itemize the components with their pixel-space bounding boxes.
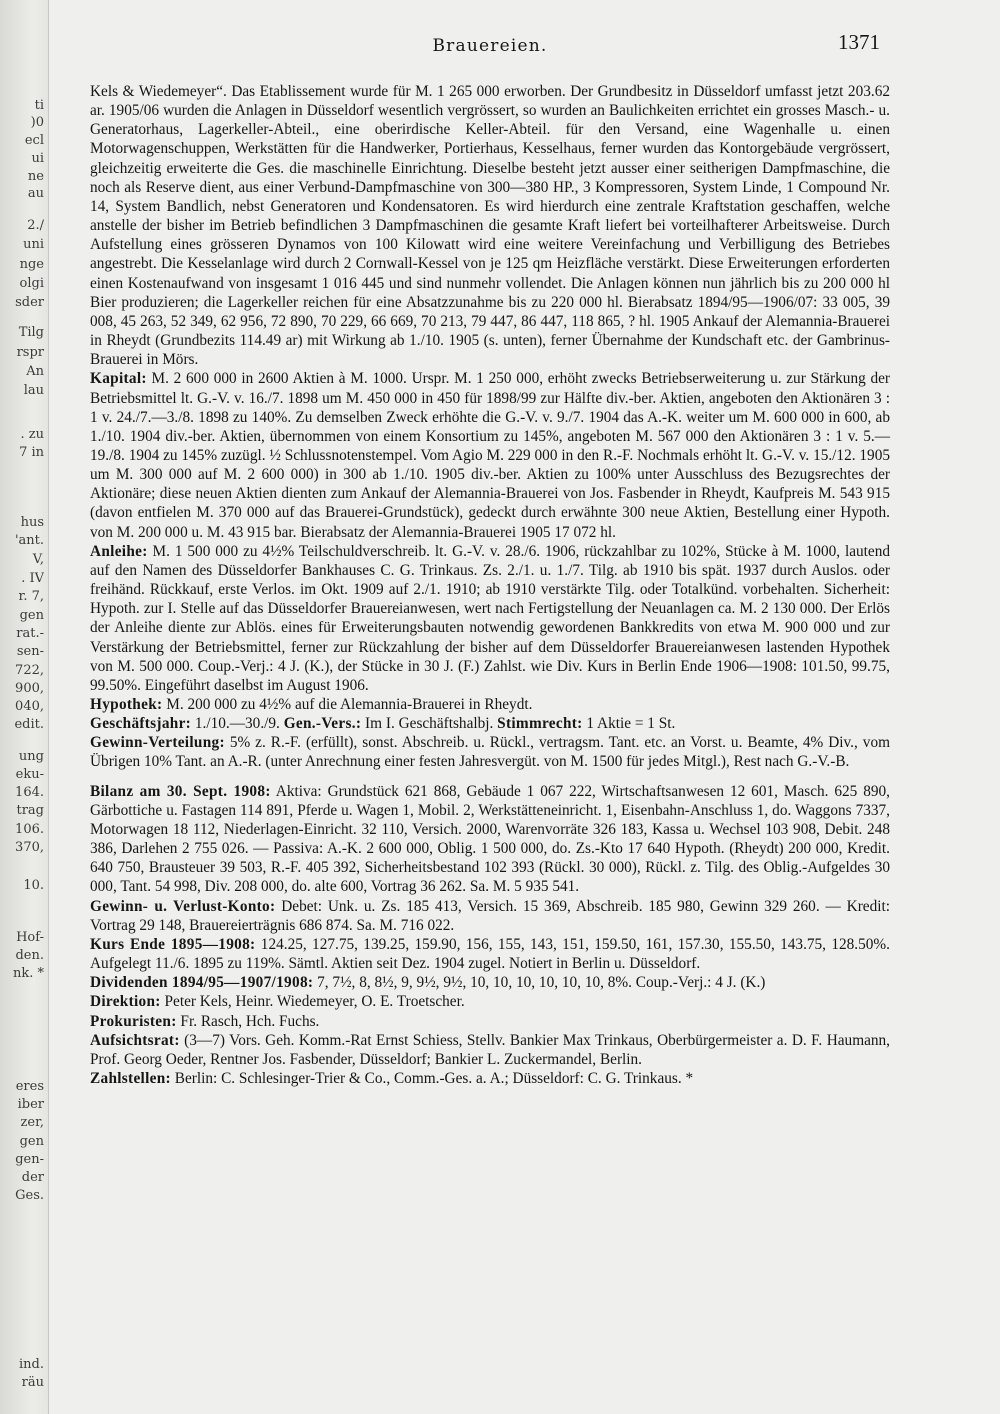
previous-page-margin: [0, 0, 49, 1414]
margin-fragment: au: [27, 186, 44, 201]
margin-fragment: ne: [27, 169, 44, 184]
margin-fragment: ecl: [24, 133, 44, 148]
section-label: Hypothek:: [90, 696, 163, 713]
section-label: Kapital:: [90, 370, 147, 388]
margin-fragment: 7 in: [19, 445, 44, 460]
margin-fragment: 2./: [27, 218, 44, 233]
margin-fragment: trag: [16, 803, 44, 818]
margin-fragment: ui: [31, 151, 44, 166]
margin-fragment: V,: [32, 552, 44, 567]
page: [90, 30, 894, 1400]
margin-fragment: 900,: [15, 681, 44, 696]
paragraph-text: 7, 7½, 8, 8½, 9, 9½, 9½, 10, 10, 10, 10, 10, 10, 8%. Coup.-Verj.: 4 J. (K.): [313, 974, 766, 992]
margin-fragment: 370,: [15, 840, 44, 855]
margin-fragment: . IV: [21, 571, 44, 586]
paragraph: [90, 973, 890, 992]
margin-fragment: edit.: [14, 717, 44, 732]
paragraph-text: Debet: Unk. u. Zs. 185 413, Versich. 15 369, Abschreib. 185 980, Gewinn 329 260. — Kredit: Vortrag 29 148, Brauereierträgnis 686 874. Sa. M. 716 022.: [90, 897, 894, 934]
margin-fragment: der: [21, 1170, 44, 1185]
section-label: Direktion:: [90, 993, 161, 1011]
margin-fragment: olgi: [19, 276, 44, 291]
margin-fragment: 106.: [15, 822, 44, 837]
margin-fragment: eres: [15, 1079, 44, 1094]
margin-fragment: iber: [17, 1097, 44, 1112]
paragraph-text: Im I. Geschäftshalbj.: [361, 715, 498, 733]
section-label: Stimmrecht:: [497, 715, 583, 733]
margin-fragment: 164.: [15, 785, 44, 800]
paragraph-text: M. 200 000 zu 4½% auf die Alemannia-Brauerei in Rheydt.: [162, 696, 533, 713]
paragraph-text: (3—7) Vors. Geh. Komm.-Rat Ernst Schiess, Stellv. Bankier Max Trinkaus, Oberbürgermeister a. D. F. Haumann, Prof. Georg Oeder, Rentner Jos. Fasbender, Düsseldorf; Bankier L. Zuckermandel, Berlin.: [90, 1031, 894, 1068]
paragraph: [90, 695, 890, 714]
paragraph-text: M. 2 600 000 in 2600 Aktien à M. 1000. Urspr. M. 1 250 000, erhöht zwecks Betriebserweiterung u. zur Stärkung der Betriebsmittel lt. G.-V. v. 16./7. 1898 um M. 450 000 in 450 für 1898/99 zur Hälfte div.-ber. Aktien, angeboten den Aktionären 3 : 1 v. 24./7.—3./8. 1898 zu 140%. Zu demselben Zweck erhöhte die G.-V. v. 9./7. 1904 das A.-K. weiter um M. 600 000 in 600, ab 1./10. 1904 div.-ber. Aktien, übernommen von einem Konsortium zu 145%, angeboten M. 567 000 den Aktionären 3 : 1 v. 5.—19./8. 1904 zu 145% zuzügl. ½ Schlussnotenstempel. Vom Agio M. 229 000 in den R.-F. Nochmals erhöht lt. G.-V. v. 15./12. 1905 um M. 300 000 auf M. 2 600 000) in 300 ab 1./10. 1905 div.-ber. Aktien zu 100% unter Ausschluss des Bezugsrechtes der Aktionäre; diese neuen Aktien dienten zum Ankauf der Alemannia-Brauerei von Jos. Fasbender in Rheydt, Kaufpreis M. 543 915 (davon entfielen M. 370 000 auf das Brauerei-Grundstück), gedeckt durch erwähnte 300 neue Aktien, Bestellung einer Hypoth. von M. 200 000 u. M. 43 915 bar. Bierabsatz der Alemannia-Brauerei 1905 17 072 hl.: [90, 370, 894, 541]
margin-fragment: den.: [15, 948, 44, 963]
section-label: Kurs Ende 1895—1908:: [90, 935, 256, 953]
margin-fragment: 040,: [15, 699, 44, 714]
paragraph-text: Fr. Rasch, Hch. Fuchs.: [176, 1012, 320, 1030]
margin-fragment: rspr: [16, 345, 44, 360]
paragraph: [90, 782, 894, 897]
section-label: Aufsichtsrat:: [90, 1031, 180, 1049]
margin-fragment: sder: [15, 295, 44, 310]
margin-fragment: gen: [19, 608, 44, 623]
section-label: Gewinn-Verteilung:: [90, 734, 225, 752]
paragraph: [90, 935, 893, 973]
page-header: [90, 30, 890, 60]
paragraph: [90, 1069, 890, 1088]
paragraph-text: 1./10.—30./9.: [191, 715, 284, 733]
margin-fragment: ind.: [19, 1357, 44, 1372]
paragraph: [90, 733, 894, 771]
paragraph: [90, 1031, 894, 1069]
paragraph-text: Berlin: C. Schlesinger-Trier & Co., Comm.-Ges. a. A.; Düsseldorf: C. G. Trinkaus. *: [170, 1069, 694, 1087]
section-label: Zahlstellen:: [90, 1069, 171, 1087]
margin-fragment: Tilg: [18, 325, 44, 340]
margin-fragment: 722,: [15, 663, 44, 678]
margin-fragment: sen-: [16, 644, 44, 659]
margin-fragment: 10.: [23, 878, 44, 893]
margin-fragment: An: [26, 364, 44, 379]
section-label: Dividenden 1894/95—1907/1908:: [90, 974, 314, 992]
margin-fragment: Ges.: [15, 1188, 44, 1203]
page-body: [90, 82, 894, 1088]
margin-fragment: gen-: [15, 1152, 44, 1167]
margin-fragment: )0: [30, 115, 44, 130]
margin-fragment: ung: [18, 749, 44, 764]
margin-fragment: ti: [34, 98, 44, 113]
paragraph-text: Peter Kels, Heinr. Wiedemeyer, O. E. Troetscher.: [160, 993, 465, 1011]
margin-fragment: nk. *: [12, 966, 44, 981]
section-label: Anleihe:: [90, 542, 148, 560]
margin-fragment: nge: [19, 257, 44, 272]
section-label: Geschäftsjahr:: [90, 715, 192, 733]
margin-fragment: . zu: [20, 427, 44, 442]
paragraph-text: M. 1 500 000 zu 4½% Teilschuldverschreib. lt. G.-V. v. 28./6. 1906, rückzahlbar zu 102%, Stücke à M. 1000, lautend auf den Namen des Düsseldorfer Bankhauses C. G. Trinkaus. Zs. 2./1. u. 1./7. Tilg. ab 1910 bis spät. 1937 durch Auslos. oder freihänd. Rückkauf, erste Verlos. im Okt. 1909 auf 2./1. 1910; ab 1910 verstärkte Tilg. oder Totalkünd. vorbehalten. Sicherheit: Hypoth. zur I. Stelle auf das Düsseldorfer Brauereianwesen, wert nach Fertigstellung der Neuanlagen ca. M. 2 130 000. Der Erlös der Anleihe diente zur Ablös. eines für Erweiterungsbauten notwendig gewordenen Bankkredits von etwa M. 900 000 und zur Verstärkung der Betriebsmittel, ferner zur Rückzahlung der bisher auf dem Düsseldorfer Brauereianwesen lastenden Hypothek von M. 500 000. Coup.-Verj.: 4 J. (K.), der Stücke in 30 J. (F.) Zahlst. wie Div. Kurs in Berlin Ende 1906—1908: 101.50, 99.75, 99.50%. Eingeführt daselbst im August 1906.: [90, 542, 894, 694]
paragraph: [90, 369, 894, 541]
margin-fragment: 'ant.: [14, 533, 44, 548]
margin-fragment: uni: [23, 237, 44, 252]
paragraph-text: 124.25, 127.75, 139.25, 159.90, 156, 155, 143, 151, 159.50, 161, 157.30, 155.50, 143.75, 128.50%. Aufgelegt 11./6. 1895 zu 119%. Sämtl. Aktien seit Dez. 1904 zugel. Notiert in Berlin u. Düsseldorf.: [90, 935, 893, 973]
paragraph: [90, 992, 890, 1011]
page-number: 1371: [838, 30, 880, 54]
running-title: Brauereien.: [432, 36, 548, 56]
margin-fragment: Hof-: [16, 930, 44, 945]
paragraph: [90, 542, 894, 695]
paragraph: [90, 82, 894, 369]
margin-fragment: eku-: [15, 767, 44, 782]
paragraph-text: 1 Aktie = 1 St.: [582, 715, 676, 733]
margin-fragment: hus: [20, 515, 44, 530]
paragraph-text: Kels & Wiedemeyer“. Das Etablissement wurde für M. 1 265 000 erworben. Der Grundbesitz in Düsseldorf umfasst jetzt 203.62 ar. 1905/06 wurden die Anlagen in Düsseldorf wesentlich vergrössert, so wurden an Baulichkeiten errichtet ein grosses Masch.- u. Generatorhaus, Lagerkeller-Abteil., eine oberirdische Keller-Abteil. für den Versand, eine Wagenhalle u. einen Motorwagenschuppen, Werkstätten für die Handwerker, Portierhaus, Kesselhaus, ferner wurden das Kontorgebäude vergrössert, gleichzeitig erweiterte die Ges. die maschinelle Einrichtung. Dieselbe besteht jetzt ausser einer seitherigen Dampfmaschine, die noch als Reserve dient, aus einer Verbund-Dampfmaschine von 300—380 HP., 3 Kompressoren, System Linde, 1 Compound Nr. 14, System Bandlich, nebst Generatoren und Kondensatoren. Es wird hierdurch eine zentrale Kraftstation geschaffen, welche anstelle der bisher im Betrieb befindlichen 3 Dampfmaschinen die gesamte Kraft liefert bei vorteilhafterer Arbeitsweise. Durch Aufstellung eines grösseren Dynamos von 100 Kilowatt wird eine weitere Vereinfachung und Verbilligung des Betriebes angestrebt. Die Kesselanlage wird durch 2 Cornwall-Kessel von je 125 qm Heizfläche verstärkt. Diese Erweiterungen erforderten einen Kostenaufwand von insgesamt 1 016 445 und sind nunmehr vollendet. Die Anlagen können nun jährlich bis zu 200 000 hl Bier produzieren; die Lagerkeller reichen für eine Absatzzunahme bis zu 220 000 hl. Bierabsatz 1894/95—1906/07: 33 005, 39 008, 45 263, 52 349, 62 956, 72 890, 70 229, 66 669, 70 213, 79 447, 86 447, 118 865, ? hl. 1905 Ankauf der Alemannia-Brauerei in Rheydt (Grundbezits 114.49 ar) mit Wirkung ab 1./10. 1905 (s. unten), ferner Übernahme der Kundschaft etc. der Gambrinus-Brauerei in Mörs.: [90, 83, 894, 369]
margin-fragment: zer,: [20, 1115, 44, 1130]
paragraph: [90, 1012, 890, 1031]
paragraph: [90, 714, 890, 733]
margin-fragment: gen: [19, 1134, 44, 1149]
section-label: Bilanz am 30. Sept. 1908:: [90, 782, 271, 800]
section-label: Gewinn- u. Verlust-Konto:: [90, 897, 276, 915]
paragraph-text: 5% z. R.-F. (erfüllt), sonst. Abschreib. u. Rückl., vertragsm. Tant. etc. an Vorst. u. Beamte, 4% Div., vom Übrigen 10% Tant. an A.-R. (unter Anrechnung einer festen Jahresvergüt. von M. 1500 für jedes Mitgl.), Rest nach G.-V.-B.: [90, 734, 894, 771]
paragraph-text: Aktiva: Grundstück 621 868, Gebäude 1 067 222, Wirtschaftsanwesen 12 601, Masch. 625 890, Gärbottiche u. Fastagen 114 891, Pferde u. Wagen 1, Mobil. 2, Werkstätteneinricht. 1, Eisenbahn-Anschluss 1, do. Waggons 7337, Motorwagen 18 112, Niederlagen-Einricht. 32 110, Versich. 2000, Warenvorräte 326 183, Kassa u. Wechsel 103 908, Debit. 248 386, Darlehen 2 755 026. — Passiva: A.-K. 2 600 000, Oblig. 1 500 000, do. Zs.-Kto 17 640 Hypoth. (Rheydt) 200 000, Kredit. 640 750, Brausteuer 39 503, R.-F. 405 392, Sicherheitsbestand 102 393 (Rückl. 30 000), Rückl. z. Tilg. des Oblig.-Aufgeldes 30 000, Tant. 54 998, Div. 208 000, do. alte 600, Vortrag 36 262. Sa. M. 5 935 541.: [90, 782, 894, 896]
section-label: Gen.-Vers.:: [283, 715, 362, 733]
section-label: Prokuristen:: [90, 1012, 177, 1030]
margin-fragment: rat.-: [16, 626, 44, 641]
paragraph: [90, 897, 894, 935]
margin-fragment: lau: [23, 383, 44, 398]
margin-fragment: räu: [21, 1375, 44, 1390]
margin-fragment: r. 7,: [18, 589, 44, 604]
